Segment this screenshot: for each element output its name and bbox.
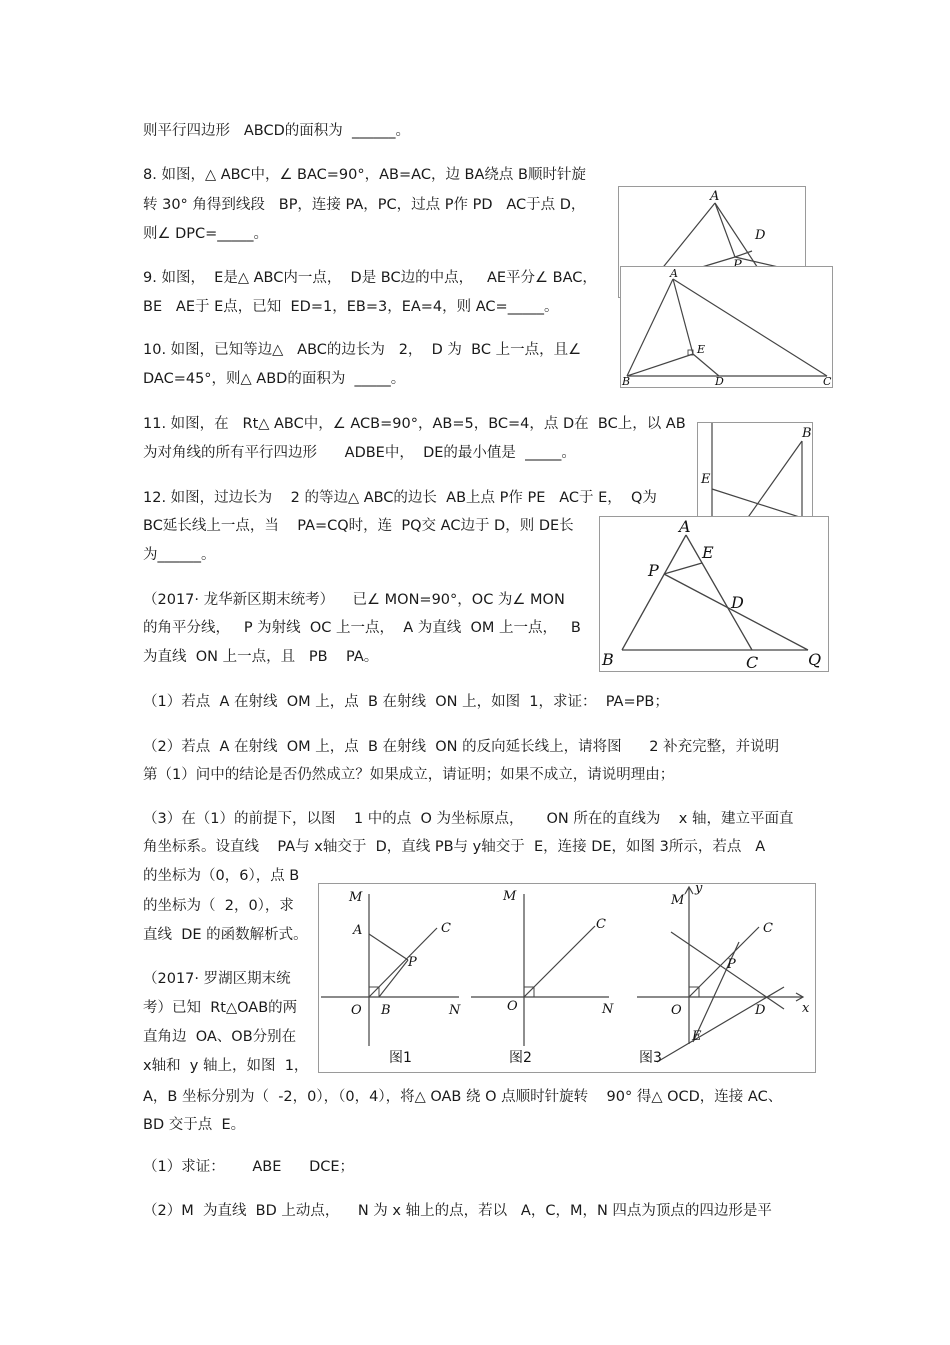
figure-q11-drawing: [698, 423, 812, 523]
text-line: 则∠ DPC=_____。: [143, 226, 269, 242]
text-line: BD 交于点 E。: [143, 1117, 246, 1133]
label-D: D: [715, 375, 724, 387]
label-E: E: [701, 472, 711, 487]
label-N: N: [449, 1003, 461, 1018]
text-line: （2）若点 A 在射线 OM 上，点 B 在射线 ON 的反向延长线上，请将图 2 补充完整，并说明: [143, 739, 780, 755]
text-line: （3）在（1）的前提下，以图 1 中的点 O 为坐标原点， ON 所在的直线为 x 轴，建立平面直: [143, 811, 794, 827]
label-A: A: [670, 267, 678, 280]
label-P: P: [648, 561, 659, 580]
text-line: 10. 如图，已知等边△ ABC的边长为 2， D 为 BC 上一点，且∠: [143, 342, 582, 358]
label-M: M: [671, 893, 685, 908]
text-line: 则平行四边形 ABCD的面积为 ______。: [143, 123, 410, 139]
label-M: M: [349, 890, 363, 905]
label-C: C: [441, 921, 451, 936]
label-D: D: [731, 593, 744, 612]
subfigure-3: [637, 884, 810, 1066]
text-line: （1）求证： ABE DCE；: [143, 1159, 355, 1175]
label-x: x: [802, 1001, 810, 1016]
figure-q12-drawing: [600, 517, 828, 671]
label-E: E: [702, 543, 714, 562]
label-O: O: [351, 1003, 362, 1018]
figure-mon: [318, 883, 816, 1073]
subfigure-2: [471, 889, 614, 1066]
label-B: B: [622, 375, 631, 387]
label-C: C: [596, 917, 606, 932]
text-line: x轴和 y 轴上，如图 1，: [143, 1058, 309, 1074]
label-E: E: [692, 1029, 702, 1044]
label-B: B: [381, 1003, 391, 1018]
text-line: （2）M 为直线 BD 上动点， N 为 x 轴上的点，若以 A，C，M，N 四点为顶点的四边形是平: [143, 1203, 772, 1219]
caption-fig1: 图1: [389, 1050, 412, 1066]
label-y: y: [695, 884, 703, 896]
text-line: （2017· 龙华新区期末统考） 已∠ MON=90°，OC 为∠ MON: [143, 592, 565, 608]
label-A: A: [679, 517, 691, 536]
label-Q: Q: [808, 650, 822, 669]
figure-q11: [697, 422, 813, 523]
text-line: 9. 如图， E是△ ABC内一点， D是 BC边的中点， AE平分∠ BAC，: [143, 270, 597, 286]
label-B: B: [802, 426, 812, 441]
label-O: O: [671, 1003, 682, 1018]
text-line: 直线 DE 的函数解析式。: [143, 927, 308, 943]
text-line: 角坐标系。设直线 PA与 x轴交于 D，直线 PB与 y轴交于 E，连接 DE，如图 3所示，若点 A: [143, 839, 766, 855]
text-line: 考）已知 Rt△OAB的两: [143, 1000, 298, 1016]
label-A: A: [710, 189, 720, 204]
figure-q9-drawing: [621, 267, 832, 387]
text-line: 8. 如图，△ ABC中，∠ BAC=90°，AB=AC，边 BA绕点 B顺时针旋: [143, 167, 586, 183]
label-B: B: [602, 650, 614, 669]
text-line: 第（1）问中的结论是否仍然成立？如果成立，请证明；如果不成立，请说明理由；: [143, 767, 675, 783]
subfigure-1: [321, 890, 461, 1066]
label-P: P: [727, 957, 736, 972]
text-line: BC延长线上一点，当 PA=CQ时，连 PQ交 AC边于 D，则 DE长: [143, 518, 574, 534]
text-line: 转 30° 角得到线段 BP，连接 PA，PC，过点 P作 PD AC于点 D，: [143, 197, 586, 213]
text-line: DAC=45°，则△ ABD的面积为 _____。: [143, 371, 406, 387]
text-line: （1）若点 A 在射线 OM 上，点 B 在射线 ON 上，如图 1，求证： PA=PB；: [143, 694, 669, 710]
text-line: 11. 如图，在 Rt△ ABC中，∠ ACB=90°，AB=5，BC=4，点 D在 BC上，以 AB: [143, 416, 686, 432]
text-line: 的坐标为（ 2，0），求: [143, 898, 294, 914]
text-line: 为______。: [143, 547, 216, 563]
caption-fig3: 图3: [639, 1050, 662, 1066]
label-A: A: [353, 923, 363, 938]
text-line: 为直线 ON 上一点，且 PB PA。: [143, 649, 379, 665]
text-line: 为对角线的所有平行四边形 ADBE中， DE的最小值是 _____。: [143, 445, 576, 461]
text-line: 的坐标为（0，6），点 B: [143, 868, 300, 884]
label-P: P: [408, 955, 417, 970]
text-line: BE AE于 E点，已知 ED=1，EB=3，EA=4，则 AC=_____。: [143, 299, 559, 315]
text-line: 的角平分线， P 为射线 OC 上一点， A 为直线 OM 上一点， B: [143, 620, 581, 636]
label-C: C: [823, 375, 832, 387]
caption-fig2: 图2: [509, 1050, 532, 1066]
text-line: 12. 如图，过边长为 2 的等边△ ABC的边长 AB上点 P作 PE AC于 E， Q为: [143, 490, 657, 506]
figure-mon-drawing: [319, 884, 815, 1072]
figure-q12: [599, 516, 829, 672]
figure-q9: [620, 266, 833, 388]
text-line: 直角边 OA、OB分别在: [143, 1029, 297, 1045]
label-C: C: [763, 921, 773, 936]
label-N: N: [602, 1002, 614, 1017]
text-line: A，B 坐标分别为（ -2，0），（0，4），将△ OAB 绕 O 点顺时针旋转 90° 得△ OCD，连接 AC、: [143, 1089, 783, 1105]
label-O: O: [507, 999, 518, 1014]
label-D: D: [755, 228, 766, 243]
text-line: （2017· 罗湖区期末统: [143, 971, 291, 987]
label-M: M: [503, 889, 517, 904]
label-E: E: [697, 343, 706, 356]
label-D: D: [755, 1003, 766, 1018]
label-C: C: [746, 653, 759, 671]
